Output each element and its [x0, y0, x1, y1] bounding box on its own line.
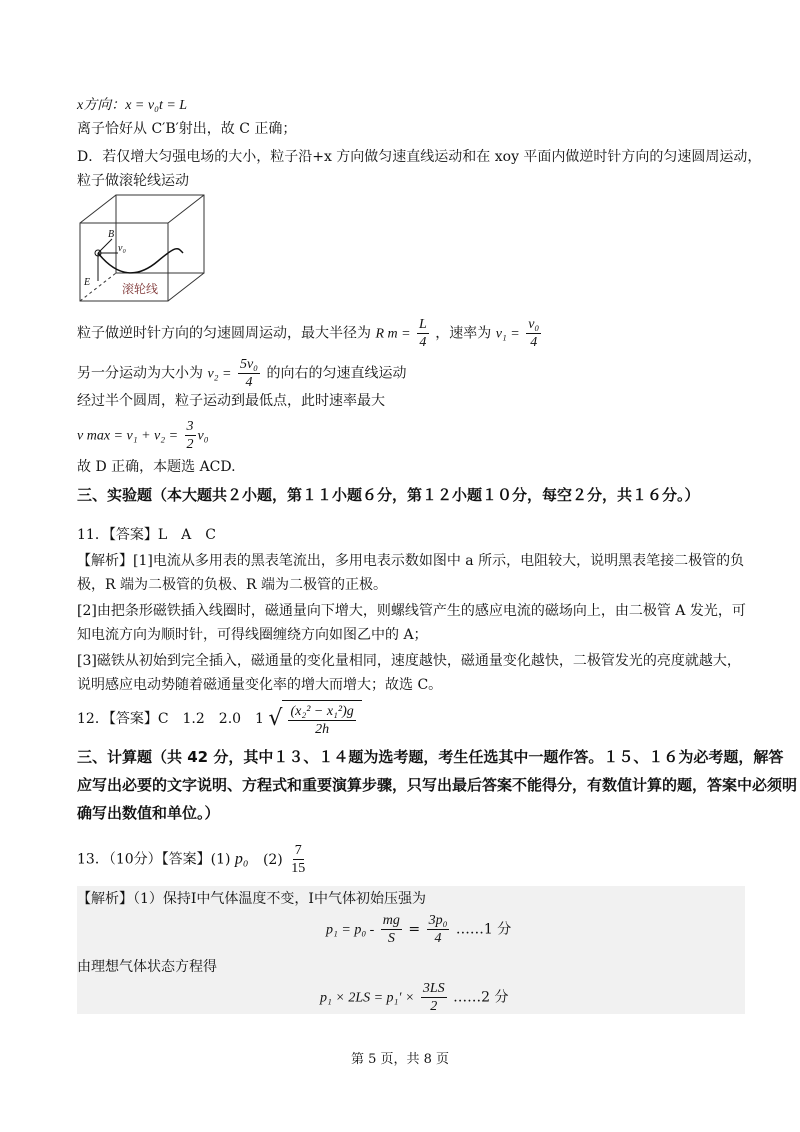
line-option-d: D．若仅增大匀强电场的大小，粒子沿+x 方向做匀速直线运动和在 xoy 平面内做逆时针方向的匀速圆周运动，: [77, 149, 762, 165]
q11-explain-4: 知电流方向为顺时针，可得线圈缠绕方向如图乙中的 A；: [77, 627, 428, 643]
figure-caption: 滚轮线: [122, 282, 159, 296]
q11-answer: 11．【答案】L A C: [77, 527, 216, 543]
section-calc-heading-1: 三、计算题（共 42 分，其中１３、１４题为选考题，考生任选其中一题作答。１５、１６为必考题，解答: [77, 748, 784, 766]
q11-explain-1: 【解析】[1]电流从多用表的黑表笔流出，多用电表示数如图中 a 所示，电阻较大，说明黑表笔接二极管的负: [77, 553, 745, 569]
section-calc-heading-2: 应写出必要的文字说明、方程式和重要演算步骤，只写出最后答案不能得分，有数值计算的题，答案中必须明: [77, 776, 798, 794]
figure-label-v0: v₀: [118, 243, 126, 254]
line-answer-acd: 故 D 正确，本题选 ACD.: [77, 459, 236, 475]
q11-explain-2: 极，R 端为二极管的负极、R 端为二极管的正极。: [77, 577, 387, 593]
section-calc-heading-3: 确写出数值和单位。）: [77, 804, 220, 822]
q12-answer: 12．【答案】C 1.2 2.0 1 √ $\frac{\text{(x₂² − x₁²)g}}{2h}$: [77, 700, 362, 738]
line-ion-exit: 离子恰好从 C′B′射出，故 C 正确；: [77, 121, 297, 137]
figure-label-b: B: [108, 229, 115, 240]
q13-answer: 13．（10分）【答案】(1) p₀ (2) $\frac{7}{15}$: [77, 843, 306, 876]
page-footer: 第 5 页，共 8 页: [350, 1052, 450, 1067]
q13-eq2: p₁ × 2LS = p₁′ × $\frac{3LS}{2}$ ……2 分: [320, 981, 509, 1014]
q13-explain-2: 由理想气体状态方程得: [77, 959, 217, 975]
cube-figure: [78, 193, 210, 305]
line-x-direction: x方向：x = v₀t = L: [77, 98, 188, 113]
q12-sqrt: √ $\frac{\text{(x₂² − x₁²)g}}{2h}$: [268, 700, 361, 738]
line-vmax: v max = v₁ + v₂ = $\frac{3}{2}$ v₀: [77, 419, 209, 452]
q13-eq1: p₁ = p₀ - $\frac{mg}{S}$ = $\frac{\text{3p₀}}{4}$ ……1 分: [326, 913, 512, 946]
q11-explain-5: [3]磁铁从初始到完全插入，磁通量的变化量相同，速度越快，磁通量变化越快，二极管发光的亮度就越大，: [77, 653, 741, 669]
q11-explain-6: 说明感应电动势随着磁通量变化率的增大而增大；故选 C。: [77, 677, 443, 693]
line-half-circle: 经过半个圆周，粒子运动到最低点，此时速率最大: [77, 393, 385, 409]
q13-explain-1: 【解析】（1）保持I中气体温度不变，I中气体初始压强为: [77, 891, 426, 907]
line-other-motion: 另一分运动为大小为 v₂ = $\frac{\text{5v₀}}{4}$ 的向右的匀速直线运动: [77, 357, 407, 390]
q11-explain-3: [2]由把条形磁铁插入线圈时，磁通量向下增大，则螺线管产生的感应电流的磁场向上，由二极管 A 发光，可: [77, 603, 746, 619]
section-experiment-heading: 三、实验题（本大题共２小题，第１１小题６分，第１２小题１０分，每空２分，共１６分。）: [77, 486, 700, 504]
figure-label-e: E: [84, 277, 91, 288]
line-max-radius: 粒子做逆时针方向的匀速圆周运动，最大半径为 R m = $\frac{L}{4}$ ，速率为 v₁ = $\frac{\text{v₀}}{4}$: [77, 317, 540, 350]
line-cycloid: 粒子做滚轮线运动: [77, 173, 189, 189]
